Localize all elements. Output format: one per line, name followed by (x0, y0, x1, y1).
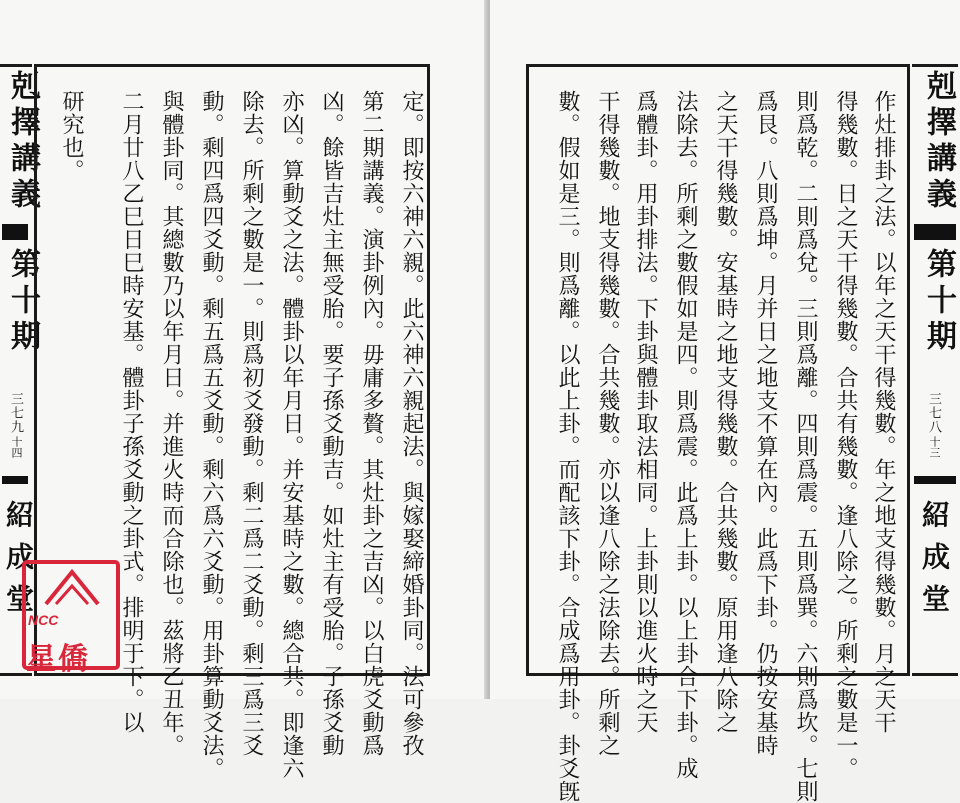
right-sub-divider-bar (914, 476, 956, 484)
stamp-name: 星僑 (26, 642, 90, 677)
left-page-publisher: 紹成堂 (2, 500, 35, 626)
left-text-column-1: 定。即按六神六親。此六神六親起法。與嫁娶締婚卦同。法可參孜 (399, 90, 424, 757)
right-text-column-8: 干得幾數。地支得幾數。合共幾數。亦以逢八除之法除去。所剩之 (595, 90, 620, 757)
right-page-sub-number: 十三 (928, 436, 941, 458)
left-sub-divider-bar (2, 476, 28, 484)
right-page-issue: 第十期 (921, 248, 956, 356)
left-page-issue: 第十期 (5, 248, 40, 356)
left-page-number: 三七九 (8, 392, 23, 434)
left-text-column-5: 除去。所剩之數是一。則爲初爻發動。剩二爲二爻動。剩三爲三爻 (239, 90, 264, 757)
left-text-column-7: 與體卦同。其總數乃以年月日。并進火時而合除也。茲將乙丑年。 (159, 90, 184, 757)
left-text-column-6: 動。剩四爲四爻動。剩五爲五爻動。剩六爲六爻動。用卦算動爻法。 (199, 90, 224, 780)
left-page-sub-number: 十四 (10, 436, 23, 458)
right-text-column-9: 數。假如是三。則爲離。以此上卦。而配該下卦。合成爲用卦。卦爻旣 (555, 90, 580, 803)
right-text-column-1: 作灶排卦之法。以年之天干得幾數。年之地支得幾數。月之天干 (871, 90, 896, 734)
right-text-column-5: 之天干得幾數。安基時之地支得幾數。合共幾數。原用逢八除之 (713, 90, 738, 734)
right-text-column-2: 得幾數。日之天干得幾數。合共有幾數。逢八除之。所剩之數是一。 (833, 90, 858, 780)
stamp-brand: NCC (28, 612, 59, 628)
left-text-column-2: 第二期講義。演卦例內。毋庸多贅。其灶卦之吉凶。以白虎爻動爲 (359, 90, 384, 757)
left-text-column-4: 亦凶。算動爻之法。體卦以年月日。并安基時之數。總合共。即逢六 (279, 90, 304, 780)
ncc-watermark-stamp (22, 560, 120, 677)
right-text-column-4: 爲艮。八則爲坤。月并日之地支不算在內。此爲下卦。仍按安基時 (753, 90, 778, 757)
right-title-divider-bar (914, 224, 956, 240)
left-text-column-9: 研究也。 (59, 90, 84, 182)
left-text-column-3: 凶。餘皆吉灶主無受胎。要子孫爻動吉。如灶主有受胎。子孫爻動 (319, 90, 344, 757)
right-text-column-6: 法除去。所剩之數假如是四。則爲震。此爲上卦。以上卦合下卦。成 (673, 90, 698, 780)
left-title-divider-bar (2, 224, 28, 240)
right-page-publisher: 紹成堂 (918, 500, 951, 626)
right-text-column-3: 則爲乾。二則爲兌。三則爲離。四則爲震。五則爲巽。六則爲坎。七則 (793, 90, 818, 803)
left-page-title: 剋擇講義 (5, 70, 40, 214)
right-page-number: 三七八 (926, 392, 941, 434)
right-text-column-7: 爲體卦。用卦排法。下卦與體卦取法相同。上卦則以進火時之天 (633, 90, 658, 734)
left-text-column-8: 二月廿八乙巳日巳時安基。體卦子孫爻動之卦式。排明于下。以 (119, 90, 144, 734)
right-page-title: 剋擇講義 (921, 70, 956, 214)
